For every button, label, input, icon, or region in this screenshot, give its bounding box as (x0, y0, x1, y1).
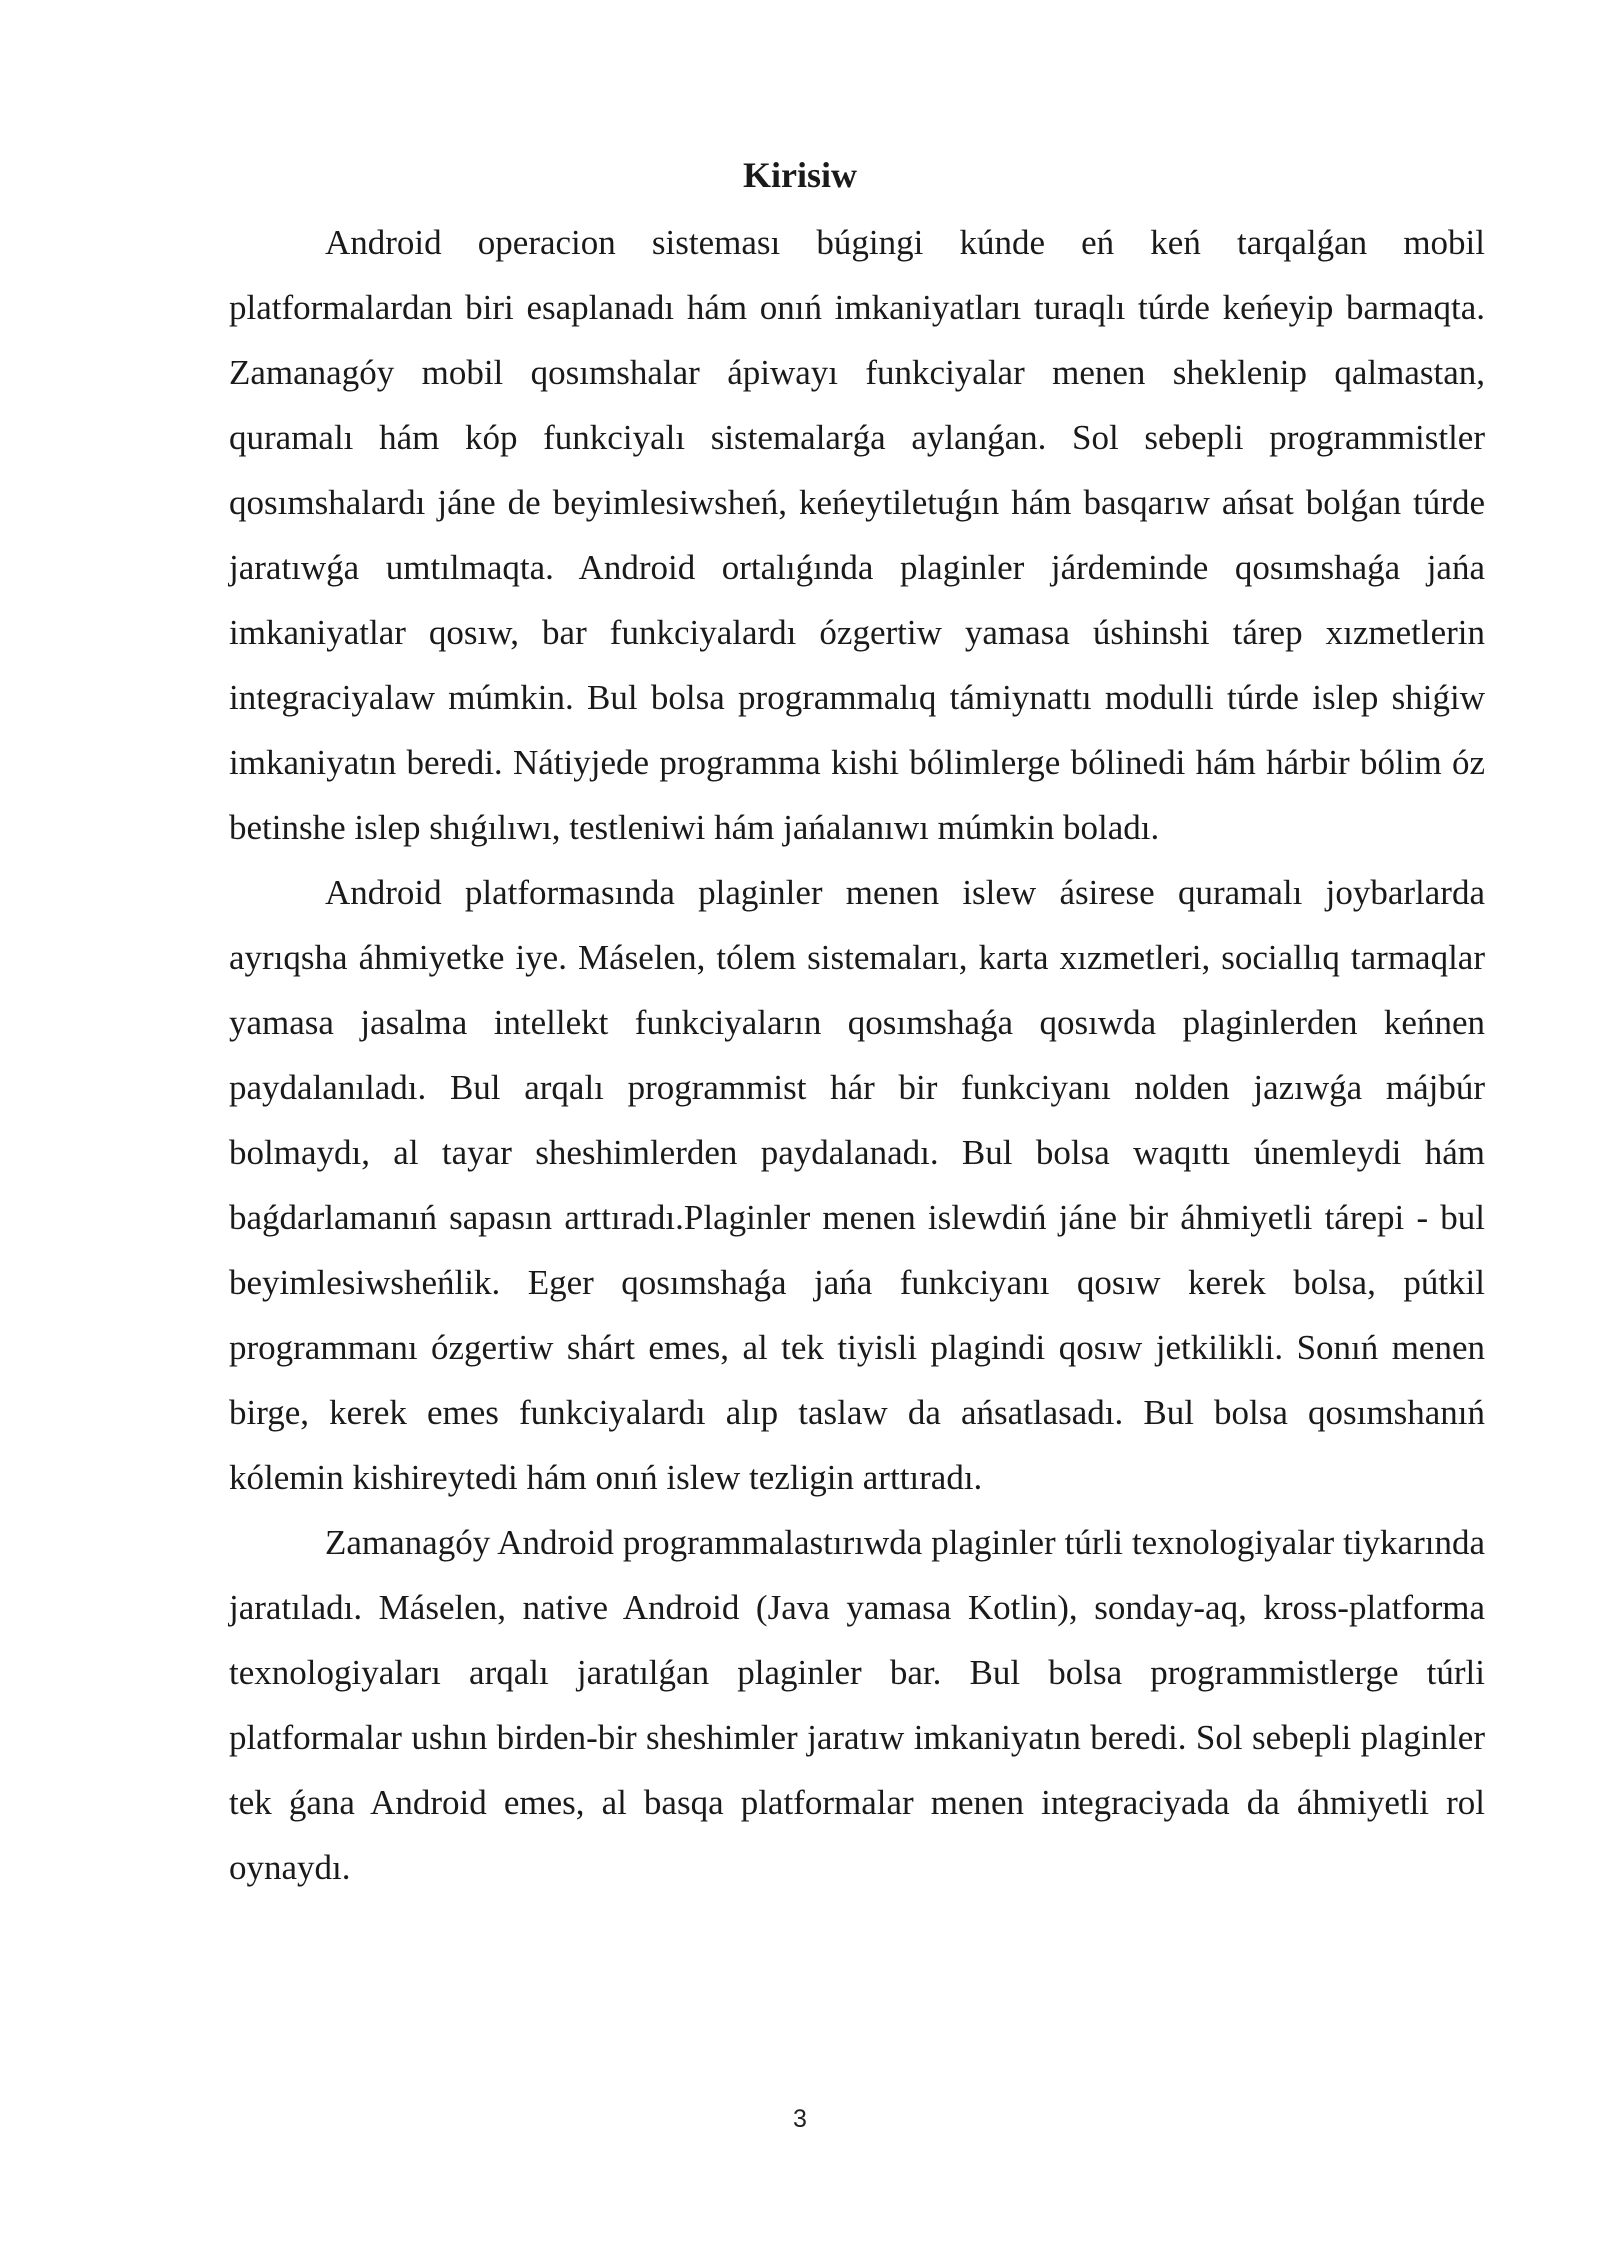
document-body (229, 210, 1485, 1900)
paragraph-3: Zamanagóy Android programmalastırıwda plaginler túrli texnologiyalar tiykarında jaratıladı. Máselen, native Android (Java yamasa Kotlin), sonday-aq, kross-platforma texnologiyaları arqalı jaratılǵan plaginler bar. Bul bolsa programmistlerge túrli platformalar ushın birden-bir sheshimler jaratıw imkaniyatın beredi. Sol sebepli plaginler tek ǵana Android emes, al basqa platformalar menen integraciyada da áhmiyetli rol oynaydı. (229, 1523, 1485, 1887)
page-title: Kirisiw (743, 155, 857, 195)
paragraph-1: Android operacion sisteması búgingi kúnde eń keń tarqalǵan mobil platformalardan biri esaplanadı hám onıń imkaniyatları turaqlı túrde keńeyip barmaqta. Zamanagóy mobil qosımshalar ápiwayı funkciyalar menen sheklenip qalmastan, quramalı hám kóp funkciyalı sistemalarǵa aylanǵan. Sol sebepli programmistler qosımshalardı jáne de beyimlesiwsheń, keńeytiletuǵın hám basqarıw ańsat bolǵan túrde jaratıwǵa umtılmaqta. Android ortalıǵında plaginler járdeminde qosımshaǵa jańa imkaniyatlar qosıw, bar funkciyalardı ózgertiw yamasa úshinshi tárep xızmetlerin integraciyalaw múmkin. Bul bolsa programmalıq támiynattı modulli túrde islep shiǵiw imkaniyatın beredi. Nátiyjede programma kishi bólimlerge bólinedi hám hárbir bólim óz betinshe islep shıǵılıwı, testleniwi hám jańalanıwı múmkin boladı. (229, 223, 1485, 847)
page-number: 3 (793, 2105, 807, 2133)
paragraph-2: Android platformasında plaginler menen islew ásirese quramalı joybarlarda ayrıqsha áhmiyetke iye. Máselen, tólem sistemaları, karta xızmetleri, sociallıq tarmaqlar yamasa jasalma intellekt funkciyaların qosımshaǵa qosıwda plaginlerden keńnen paydalanıladı. Bul arqalı programmist hár bir funkciyanı nolden jazıwǵa májbúr bolmaydı, al tayar sheshimlerden paydalanadı. Bul bolsa waqıttı únemleydi hám baǵdarlamanıń sapasın arttıradı.Plaginler menen islewdiń jáne bir áhmiyetli tárepi - bul beyimlesiwsheńlik. Eger qosımshaǵa jańa funkciyanı qosıw kerek bolsa, pútkil programmanı ózgertiw shárt emes, al tek tiyisli plagindi qosıw jetkilikli. Sonıń menen birge, kerek emes funkciyalardı alıp taslaw da ańsatlasadı. Bul bolsa qosımshanıń kólemin kishireytedi hám onıń islew tezligin arttıradı. (229, 873, 1485, 1497)
